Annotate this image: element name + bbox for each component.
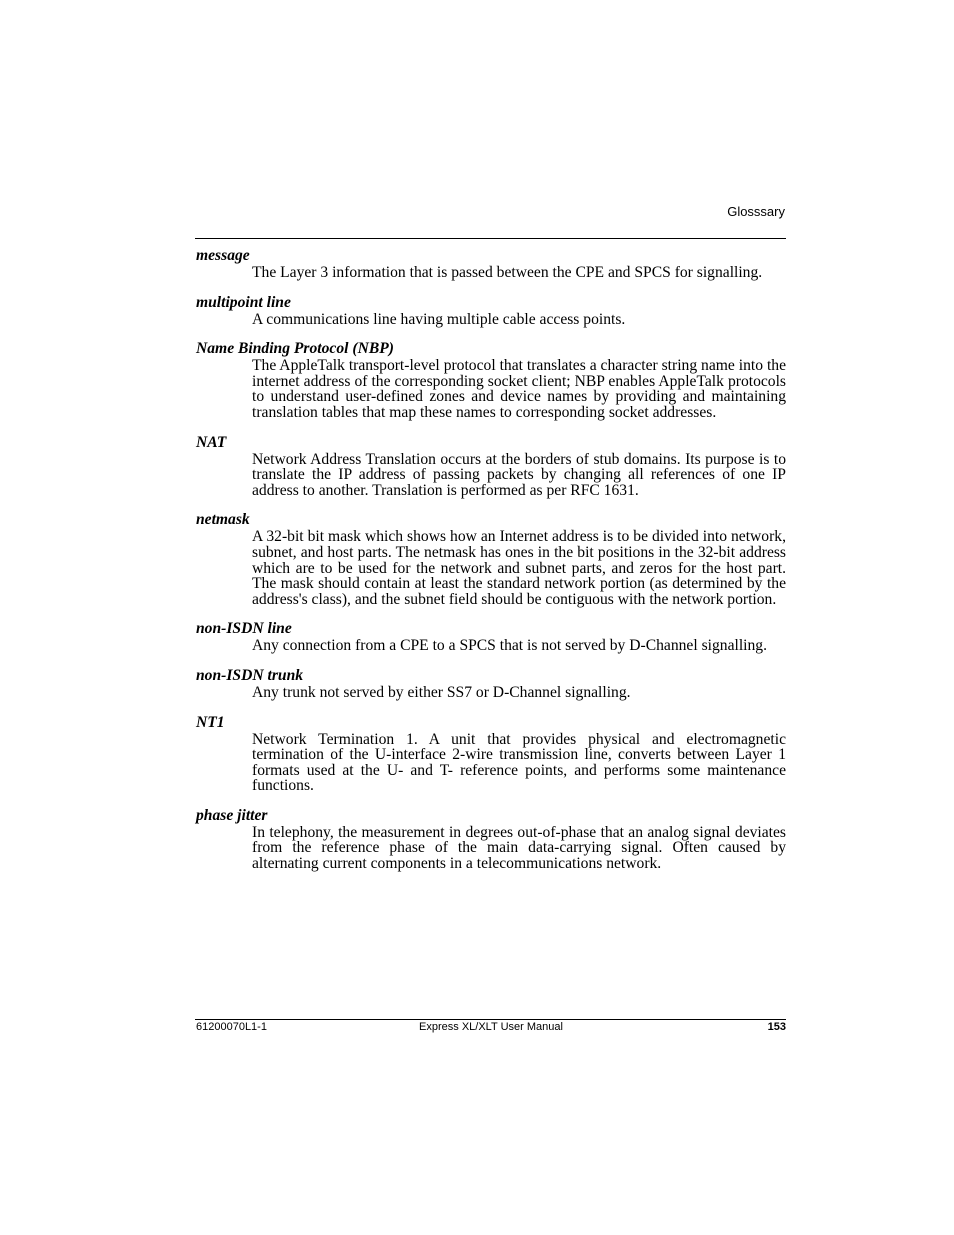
glossary-term: NT1 [196,713,225,731]
glossary-term: non-ISDN line [196,620,292,638]
glossary-entry-non-isdn-trunk [196,667,786,701]
glossary-entry-nat [196,434,786,499]
glossary-entry-nt1 [196,714,786,794]
glossary-term: NAT [196,433,227,451]
glossary-entry-netmask [196,511,786,607]
glossary-definition: Any connection from a CPE to a SPCS that is not served by D-Channel signalling. [252,637,767,655]
manual-title: Express XL/XLT User Manual [419,1021,563,1033]
glossary-entry-non-isdn-line [196,620,786,654]
glossary-term: multipoint line [196,293,291,311]
glossary-definition: The AppleTalk transport-level protocol that translates a character string name into the internet address of the corresponding socket client; NBP enables AppleTalk protocols to understand user-defined zones and device names by providing and maintaining translation tables that map these names to corresponding socket addresses. [252,357,786,421]
glossary-entry-nbp [196,340,786,420]
document-number: 61200070L1-1 [196,1021,267,1033]
glossary-definition: A 32-bit bit mask which shows how an Internet address is to be divided into network, subnet, and host parts. The netmask has ones in the bit positions in the 32-bit address which are to be used for the network and subnet parts, and zeros for the host part. The mask should contain at least the standard network portion (as determined by the address's class), and the subnet field should be contiguous with the network portion. [252,528,786,608]
glossary-term: Name Binding Protocol (NBP) [196,340,394,358]
glossary-list [196,247,786,885]
page-footer [196,1019,786,1037]
glossary-term: non-ISDN trunk [196,666,304,684]
page-number: 153 [767,1021,786,1033]
glossary-definition: The Layer 3 information that is passed between the CPE and SPCS for signalling. [252,264,763,281]
glossary-entry-message [196,247,786,281]
glossary-term: phase jitter [196,806,268,824]
glossary-definition: Network Termination 1. A unit that provides physical and electromagnetic termination of the U-interface 2-wire transmission line, converts between Layer 1 formats used at the U- and T- reference points, and performs some maintenance functions. [252,730,786,795]
header-divider [195,238,786,239]
glossary-term: netmask [196,511,250,529]
glossary-definition: Network Address Translation occurs at the borders of stub domains. Its purpose is to translate the IP address of passing packets by changing all references of one IP address to another. Translation is performed as per RFC 1631. [252,450,786,499]
glossary-definition: A communications line having multiple cable access points. [252,310,626,328]
glossary-definition: Any trunk not served by either SS7 or D-Channel signalling. [252,683,631,701]
glossary-entry-multipoint-line [196,294,786,328]
glossary-entry-phase-jitter [196,807,786,872]
glossary-definition: In telephony, the measurement in degrees out-of-phase that an analog signal deviates from the reference phase of the main data-carrying signal. Often caused by alternating current components in a telecommunications network. [252,823,786,873]
glossary-term: message [196,247,250,264]
running-header: Glosssary [727,204,785,219]
